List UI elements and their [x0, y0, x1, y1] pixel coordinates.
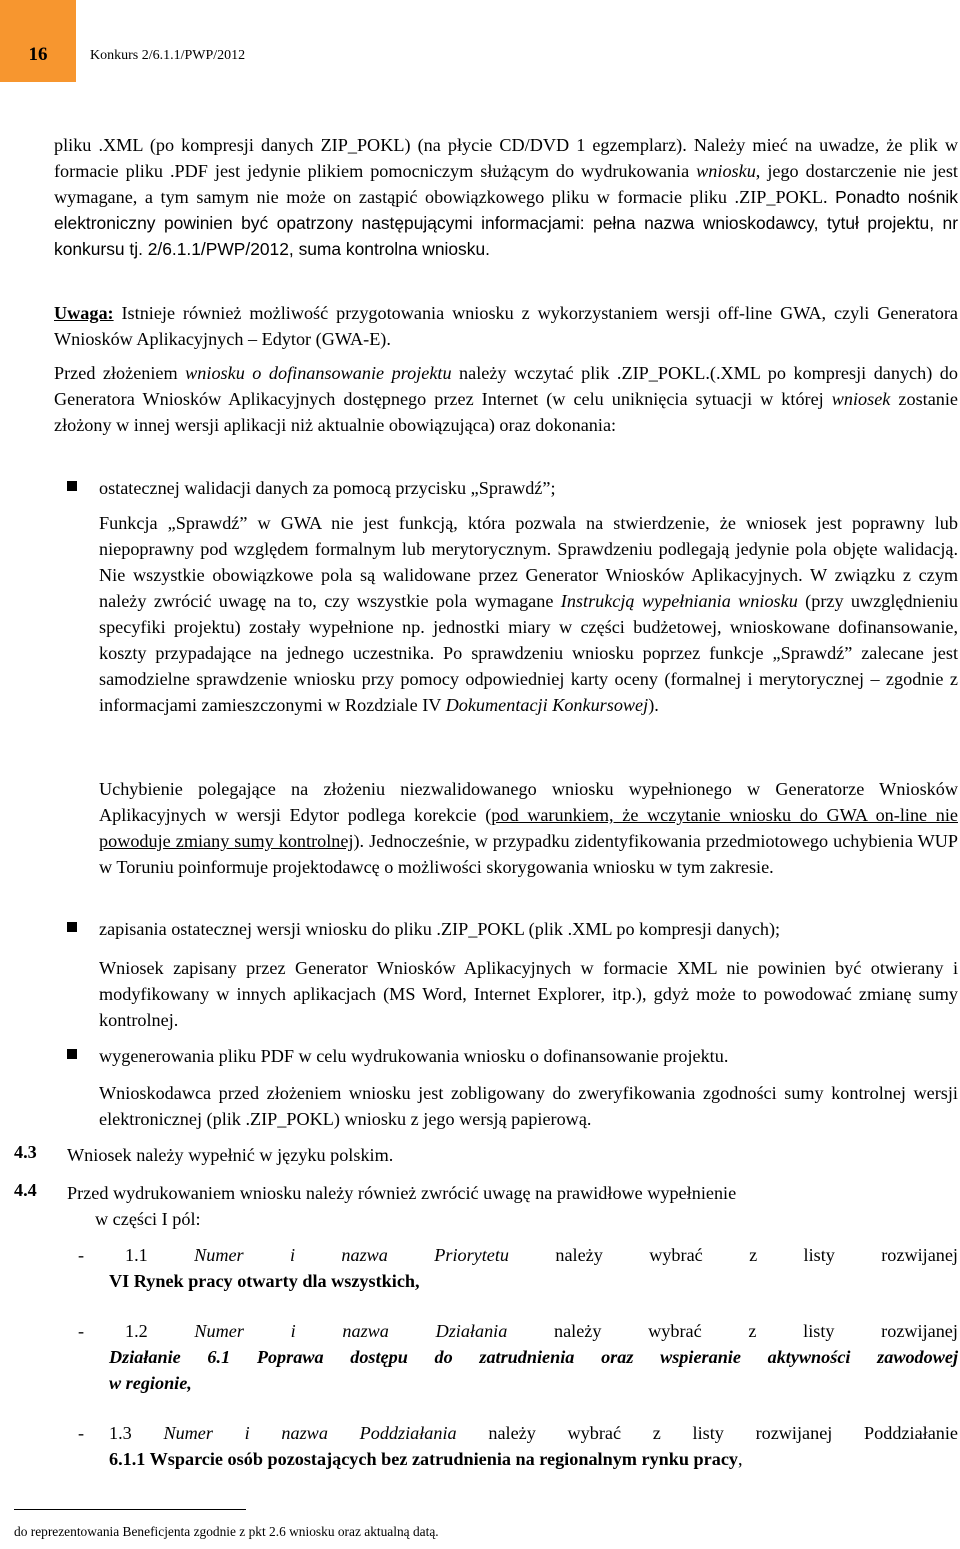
bullet-walidacja: ostatecznej walidacji danych za pomocą przycisku „Sprawdź”;	[99, 478, 556, 498]
paragraph-uchybienie: Uchybienie polegające na złożeniu niezwalidowanego wniosku wypełnionego w Generatorze Wniosków Aplikacyjnych w wersji Edytor podlega korekcie (pod warunkiem, że wczytanie wniosku do GWA on-line nie powoduje zmiany sumy kontrolnej). Jednocześnie, w przypadku zidentyfikowania przedmiotowego uchybienia WUP w Toruniu poinformuje projektodawcę o możliwości skorygowania wniosku w tym zakresie.	[99, 779, 958, 877]
bullet-square-icon	[67, 922, 77, 932]
bullet-zapisanie: zapisania ostatecznej wersji wniosku do pliku .ZIP_POKL (plik .XML po kompresji danych);	[99, 919, 781, 939]
section-4-4-text: Przed wydrukowaniem wniosku należy również zwrócić uwagę na prawidłowe wypełnienie w części I pól:	[67, 1183, 737, 1229]
item-dash: -	[78, 1245, 85, 1265]
paragraph-uwaga: Uwaga: Istnieje również możliwość przygotowania wniosku z wykorzystaniem wersji off-line GWA, czyli Generatora Wniosków Aplikacyjnych – Edytor (GWA-E).	[54, 303, 958, 349]
section-number-4-4: 4.4	[14, 1180, 37, 1200]
item-1-2: 1.2 Numer i nazwa Działania należy wybrać z listy rozwijanej	[125, 1321, 958, 1341]
paragraph-przed-zlozeniem: Przed złożeniem wniosku o dofinansowanie projektu należy wczytać plik .ZIP_POKL.(.XML po kompresji danych) do Generatora Wniosków Aplikacyjnych dostępnego przez Internet (w celu uniknięcia sytuacji w której wniosek zostanie złożony w innej wersji aplikacji niż aktualnie obowiązująca) oraz dokonania:	[54, 363, 958, 435]
paragraph-xml: Wniosek zapisany przez Generator Wniosków Aplikacyjnych w formacie XML nie powinien być otwierany i modyfikowany w innych aplikacjach (MS Word, Internet Explorer, itp.), gdyż może to powodować zmianę sumy kontrolnej.	[99, 958, 958, 1030]
section-number-4-3: 4.3	[14, 1142, 37, 1162]
paragraph-wnioskodawca: Wnioskodawca przed złożeniem wniosku jest zobligowany do zweryfikowania zgodności sumy kontrolnej wersji elektronicznej (plik .ZIP_POKL) wniosku z jego wersją papierową.	[99, 1083, 958, 1129]
page-number-box	[0, 0, 76, 82]
bullet-pdf: wygenerowania pliku PDF w celu wydrukowania wniosku o dofinansowanie projektu.	[99, 1046, 729, 1066]
item-dash: -	[78, 1321, 85, 1341]
paragraph-nosnik: pliku .XML (po kompresji danych ZIP_POKL) (na płycie CD/DVD 1 egzemplarz). Należy mieć na uwadze, że plik w formacie pliku .PDF jest jedynie plikiem pomocniczym służącym do wydrukowania wniosku, jego dostarczenie nie jest wymagane, a tym samym nie może on zastąpić obowiązkowego pliku w formacie pliku .ZIP_POKL. Ponadto nośnik elektroniczny powinien być opatrzony następującymi informacjami: pełna nazwa wnioskodawcy, tytuł projektu, nr konkursu tj. 2/6.1.1/PWP/2012, suma kontrolna wniosku.	[54, 135, 958, 259]
item-dash: -	[78, 1423, 85, 1443]
item-1-3: 1.3 Numer i nazwa Poddziałania należy wybrać z listy rozwijanej Poddziałanie	[109, 1423, 958, 1443]
item-1-2-value: Działanie 6.1 Poprawa dostępu do zatrudnienia oraz wspieranie aktywności zawodowej	[109, 1347, 958, 1367]
item-1-3-value: 6.1.1 Wsparcie osób pozostających bez zatrudnienia na regionalnym rynku pracy,	[109, 1449, 743, 1469]
header-title: Konkurs 2/6.1.1/PWP/2012	[90, 48, 246, 63]
page-number: 16	[28, 44, 48, 65]
bullet-square-icon	[67, 481, 77, 491]
item-1-1-value: VI Rynek pracy otwarty dla wszystkich,	[109, 1271, 420, 1291]
section-4-3-text: Wniosek należy wypełnić w języku polskim.	[67, 1145, 394, 1165]
paragraph-funkcja-sprawdz: Funkcja „Sprawdź” w GWA nie jest funkcją, która pozwala na stwierdzenie, że wniosek jest poprawny lub niepoprawny pod względem formalnym lub merytorycznym. Sprawdzeniu podlegają jedynie pola objęte walidacją. Nie wszystkie obowiązkowe pola są walidowane przez Generator Wniosków Aplikacyjnych. W związku z czym należy zwrócić uwagę na to, czy wszystkie pola wymagane Instrukcją wypełniania wniosku (przy uwzględnieniu specyfiki projektu) zostały wypełnione np. jednostki miary w części budżetowej, wnioskowane dofinansowanie, koszty przypadające na jednego uczestnika. Po sprawdzeniu wniosku poprzez funkcje „Sprawdź” zalecane jest samodzielne sprawdzenie wniosku przy pomocy odpowiedniej karty oceny (formalnej i merytorycznej – zgodnie z informacjami zamieszczonymi w Rozdziale IV Dokumentacji Konkursowej).	[99, 513, 958, 715]
footnote-divider	[14, 1509, 246, 1510]
item-1-1: 1.1 Numer i nazwa Priorytetu należy wybrać z listy rozwijanej	[125, 1245, 958, 1265]
bullet-square-icon	[67, 1049, 77, 1059]
footnote: do reprezentowania Beneficjenta zgodnie z pkt 2.6 wniosku oraz aktualną datą.	[14, 1524, 439, 1539]
item-1-2-value-cont: w regionie,	[109, 1373, 192, 1393]
